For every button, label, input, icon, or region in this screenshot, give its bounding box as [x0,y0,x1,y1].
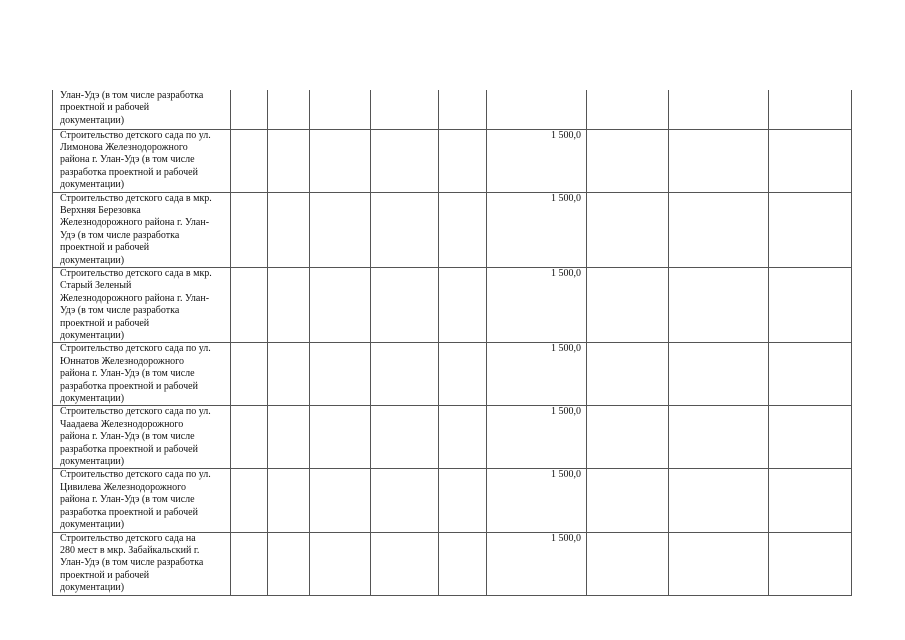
description-line: документации) [60,254,125,266]
empty-cell [439,406,487,469]
empty-cell [371,90,439,129]
description-line: разработка проектной и рабочей [60,506,198,518]
description-line: разработка проектной и рабочей [60,166,198,178]
description-line: 280 мест в мкр. Забайкальский г. [60,544,200,556]
table-row [53,192,852,267]
empty-cell [310,343,371,406]
empty-cell [310,267,371,342]
empty-cell [669,192,769,267]
empty-cell [371,129,439,192]
empty-cell [310,532,371,595]
amount-cell: 1 500,0 [487,532,587,595]
empty-cell [231,469,268,532]
empty-cell [587,532,669,595]
description-line: Юннатов Железнодорожного [60,355,185,367]
empty-cell [439,90,487,129]
description-line: проектной и рабочей [60,317,150,329]
amount-cell: 1 500,0 [487,267,587,342]
description-line: Удэ (в том числе разработка [60,229,180,241]
empty-cell [769,469,852,532]
description-line: документации) [60,519,125,531]
table-row [53,90,852,129]
empty-cell [587,343,669,406]
project-description-cell [53,267,231,342]
description-line: документации) [60,456,125,468]
table-row [53,406,852,469]
empty-cell [268,267,310,342]
empty-cell [231,192,268,267]
project-description-cell [53,406,231,469]
description-line: Строительство детского сада в мкр. [60,267,212,279]
empty-cell [310,129,371,192]
description-line: разработка проектной и рабочей [60,380,198,392]
description-line: проектной и рабочей [60,242,150,254]
empty-cell [669,406,769,469]
empty-cell [439,343,487,406]
empty-cell [231,406,268,469]
empty-cell [587,90,669,129]
empty-cell [371,406,439,469]
empty-cell [439,469,487,532]
empty-cell [769,90,852,129]
empty-cell [371,267,439,342]
empty-cell [439,192,487,267]
empty-cell [769,267,852,342]
empty-cell [587,267,669,342]
empty-cell [669,532,769,595]
empty-cell [231,90,268,129]
empty-cell [231,532,268,595]
empty-cell [587,192,669,267]
empty-cell [268,532,310,595]
empty-cell [769,129,852,192]
description-line: Железнодорожного района г. Улан- [60,217,210,229]
description-line: Верхняя Березовка [60,204,141,216]
description-line: Улан-Удэ (в том числе разработка [60,90,204,101]
description-line: Улан-Удэ (в том числе разработка [60,557,204,569]
empty-cell [268,129,310,192]
empty-cell [587,469,669,532]
description-line: района г. Улан-Удэ (в том числе [60,368,195,380]
description-line: района г. Улан-Удэ (в том числе [60,154,195,166]
table-row [53,343,852,406]
amount-cell: 1 500,0 [487,192,587,267]
empty-cell [310,90,371,129]
empty-cell [439,267,487,342]
empty-cell [669,267,769,342]
empty-cell [268,90,310,129]
description-line: документации) [60,582,125,594]
empty-cell [310,469,371,532]
empty-cell [769,343,852,406]
description-line: документации) [60,330,125,341]
empty-cell [669,343,769,406]
empty-cell [231,343,268,406]
empty-cell [769,192,852,267]
amount-cell: 1 500,0 [487,129,587,192]
table-row [53,469,852,532]
empty-cell [669,469,769,532]
empty-cell [587,129,669,192]
empty-cell [769,406,852,469]
table-row [53,532,852,595]
empty-cell [268,469,310,532]
description-line: документации) [60,114,125,126]
empty-cell [268,406,310,469]
table-body [53,90,852,595]
empty-cell [268,192,310,267]
description-line: района г. Улан-Удэ (в том числе [60,431,195,443]
description-line: проектной и рабочей [60,569,150,581]
description-line: Удэ (в том числе разработка [60,305,180,317]
project-description-cell [53,192,231,267]
table-row [53,267,852,342]
description-line: Цивилева Железнодорожного [60,481,187,493]
description-line: Строительство детского сада по ул. [60,343,211,355]
empty-cell [268,343,310,406]
description-line: Строительство детского сада по ул. [60,129,211,141]
description-line: документации) [60,393,125,405]
empty-cell [587,406,669,469]
amount-cell: 1 500,0 [487,469,587,532]
amount-cell [487,90,587,129]
empty-cell [371,532,439,595]
empty-cell [439,129,487,192]
empty-cell [769,532,852,595]
project-description-cell [53,90,231,129]
amount-cell: 1 500,0 [487,343,587,406]
empty-cell [439,532,487,595]
description-line: Железнодорожного района г. Улан- [60,292,210,304]
empty-cell [371,469,439,532]
project-description-cell [53,343,231,406]
description-line: Строительство детского сада в мкр. [60,192,212,204]
empty-cell [231,129,268,192]
amount-cell: 1 500,0 [487,406,587,469]
empty-cell [669,129,769,192]
empty-cell [231,267,268,342]
empty-cell [310,192,371,267]
description-line: Лимонова Железнодорожного [60,141,188,153]
description-line: документации) [60,179,125,191]
description-line: разработка проектной и рабочей [60,443,198,455]
table-row [53,129,852,192]
project-description-cell [53,129,231,192]
budget-table [52,90,852,596]
description-line: Чаадаева Железнодорожного [60,418,184,430]
empty-cell [371,343,439,406]
description-line: Строительство детского сада по ул. [60,469,211,481]
description-line: проектной и рабочей [60,102,150,114]
empty-cell [371,192,439,267]
description-line: района г. Улан-Удэ (в том числе [60,494,195,506]
description-line: Строительство детского сада по ул. [60,406,211,418]
description-line: Старый Зеленый [60,280,132,292]
empty-cell [310,406,371,469]
description-line: Строительство детского сада на [60,532,196,544]
empty-cell [669,90,769,129]
project-description-cell [53,469,231,532]
project-description-cell [53,532,231,595]
